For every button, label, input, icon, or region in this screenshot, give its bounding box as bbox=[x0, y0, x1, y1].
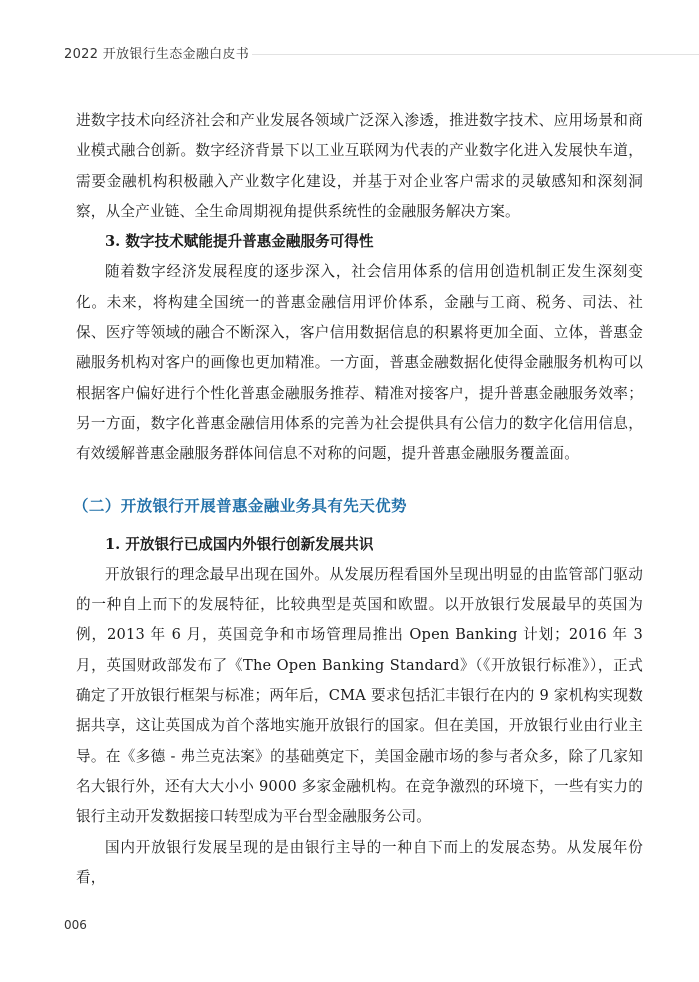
paragraph-credit-system: 随着数字经济发展程度的逐步深入，社会信用体系的信用创造机制正发生深刻变化。未来，将构建全国统一的普惠金融信用评价体系，金融与工商、税务、司法、社保、医疗等领域的融合不断深入，客户信用数据信息的积累将更加全面、立体，普惠金融服务机构对客户的画像也更加精准。一方面，普惠金融数据化使得金融服务机构可以根据客户偏好进行个性化普惠金融服务推荐、精准对接客户，提升普惠金融服务效率；另一方面，数字化普惠金融信用体系的完善为社会提供具有公信力的数字化信用信息，有效缓解普惠金融服务群体间信息不对称的问题，提升普惠金融服务覆盖面。 bbox=[76, 263, 643, 463]
header-rule bbox=[252, 54, 699, 55]
subheading-open-banking-consensus: 1. 开放银行已成国内外银行创新发展共识 bbox=[105, 535, 374, 553]
paragraph-digital-industry: 进数字技术向经济社会和产业发展各领域广泛深入渗透，推进数字技术、应用场景和商业模式融合创新。数字经济背景下以工业互联网为代表的产业数字化进入发展快车道，需要金融机构积极融入产业数字化建设，并基于对企业客户需求的灵敏感知和深刻洞察，从全产业链、全生命周期视角提供系统性的金融服务解决方案。 bbox=[76, 112, 643, 220]
running-header: 2022 开放银行生态金融白皮书 bbox=[64, 47, 250, 62]
subheading-inclusive-finance: 3. 数字技术赋能提升普惠金融服务可得性 bbox=[105, 233, 374, 251]
paragraph-open-banking-domestic: 国内开放银行发展呈现的是由银行主导的一种自下而上的发展态势。从发展年份看， bbox=[76, 838, 643, 886]
paragraph-open-banking-abroad: 开放银行的理念最早出现在国外。从发展历程看国外呈现出明显的由监管部门驱动的一种自上而下的发展特征，比较典型是英国和欧盟。以开放银行发展最早的英国为例，2013 年 6 月，英国竞争和市场管理局推出 Open Banking 计划；2016 年 3 月，英国财政部发布了《The Open Banking Standard》（《开放银行标准》），正式确定了开放银行框架与标准；两年后，CMA 要求包括汇丰银行在内的 9 家机构实现数据共享，这让英国成为首个落地实施开放银行的国家。但在美国，开放银行业由行业主导。在《多德 - 弗兰克法案》的基础奠定下，美国金融市场的参与者众多，除了几家知名大银行外，还有大大小小 9000 多家金融机构。在竞争激烈的环境下，一些有实力的银行主动开发数据接口转型成为平台型金融服务公司。 bbox=[76, 565, 643, 826]
section-heading: （二）开放银行开展普惠金融业务具有先天优势 bbox=[73, 496, 407, 515]
page-body bbox=[73, 106, 643, 893]
page-number: 006 bbox=[64, 918, 87, 932]
